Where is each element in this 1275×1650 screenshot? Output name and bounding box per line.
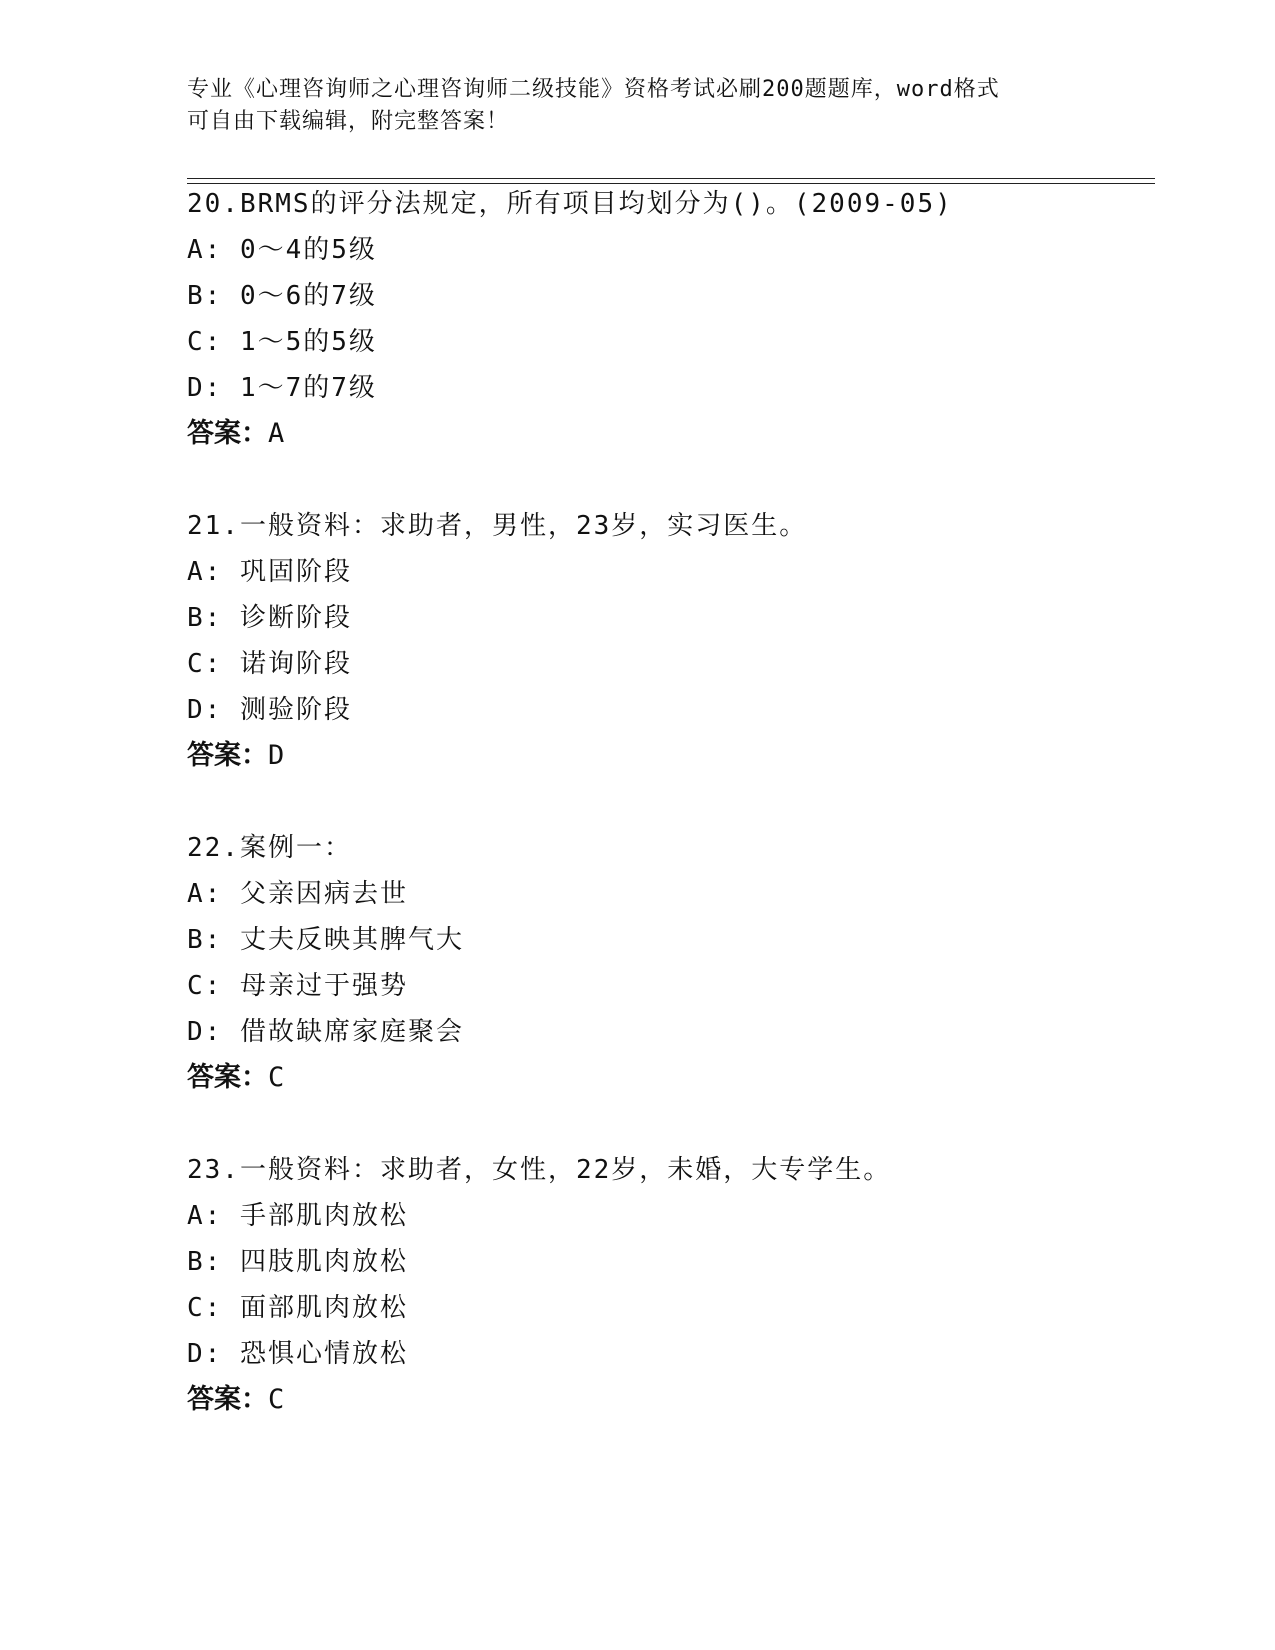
question-block (187, 503, 1147, 779)
option-d: D: 测验阶段 (187, 695, 352, 725)
option-a: A: 0～4的5级 (187, 235, 377, 265)
question-stem: 23.一般资料：求助者，女性，22岁，未婚，大专学生。 (187, 1155, 892, 1185)
question-stem: 22.案例一： (187, 833, 352, 863)
question-block (187, 825, 1147, 1101)
question-stem: 21.一般资料：求助者，男性，23岁，实习医生。 (187, 511, 808, 541)
option-a: A: 父亲因病去世 (187, 879, 408, 909)
option-a: A: 手部肌肉放松 (187, 1201, 408, 1231)
option-d: D: 借故缺席家庭聚会 (187, 1017, 464, 1047)
option-b: B: 四肢肌肉放松 (187, 1247, 408, 1277)
answer-label: 答案： (187, 740, 268, 771)
answer-line (187, 411, 1147, 457)
option-b: B: 0～6的7级 (187, 281, 377, 311)
option-c: C: 1～5的5级 (187, 327, 377, 357)
answer-value: A (268, 418, 286, 449)
option-d: D: 1～7的7级 (187, 373, 377, 403)
option-c: C: 面部肌肉放松 (187, 1293, 408, 1323)
question-block (187, 1147, 1147, 1423)
document-header (187, 74, 1087, 138)
header-line-1: 专业《心理咨询师之心理咨询师二级技能》资格考试必刷200题题库，word格式 (187, 77, 1000, 102)
answer-value: C (268, 1384, 286, 1415)
option-d: D: 恐惧心情放松 (187, 1339, 408, 1369)
option-a: A: 巩固阶段 (187, 557, 352, 587)
answer-line (187, 1377, 1147, 1423)
question-stem: 20.BRMS的评分法规定，所有项目均划分为()。(2009-05) (187, 189, 953, 219)
answer-value: C (268, 1062, 286, 1093)
question-block (187, 181, 1147, 457)
header-line-2: 可自由下载编辑，附完整答案！ (187, 109, 510, 134)
option-b: B: 诊断阶段 (187, 603, 352, 633)
answer-label: 答案： (187, 1062, 268, 1093)
option-b: B: 丈夫反映其脾气大 (187, 925, 464, 955)
answer-label: 答案： (187, 1384, 268, 1415)
answer-label: 答案： (187, 418, 268, 449)
answer-value: D (268, 740, 286, 771)
answer-line (187, 1055, 1147, 1101)
answer-line (187, 733, 1147, 779)
option-c: C: 诺询阶段 (187, 649, 352, 679)
header-divider-top (187, 178, 1155, 179)
option-c: C: 母亲过于强势 (187, 971, 408, 1001)
